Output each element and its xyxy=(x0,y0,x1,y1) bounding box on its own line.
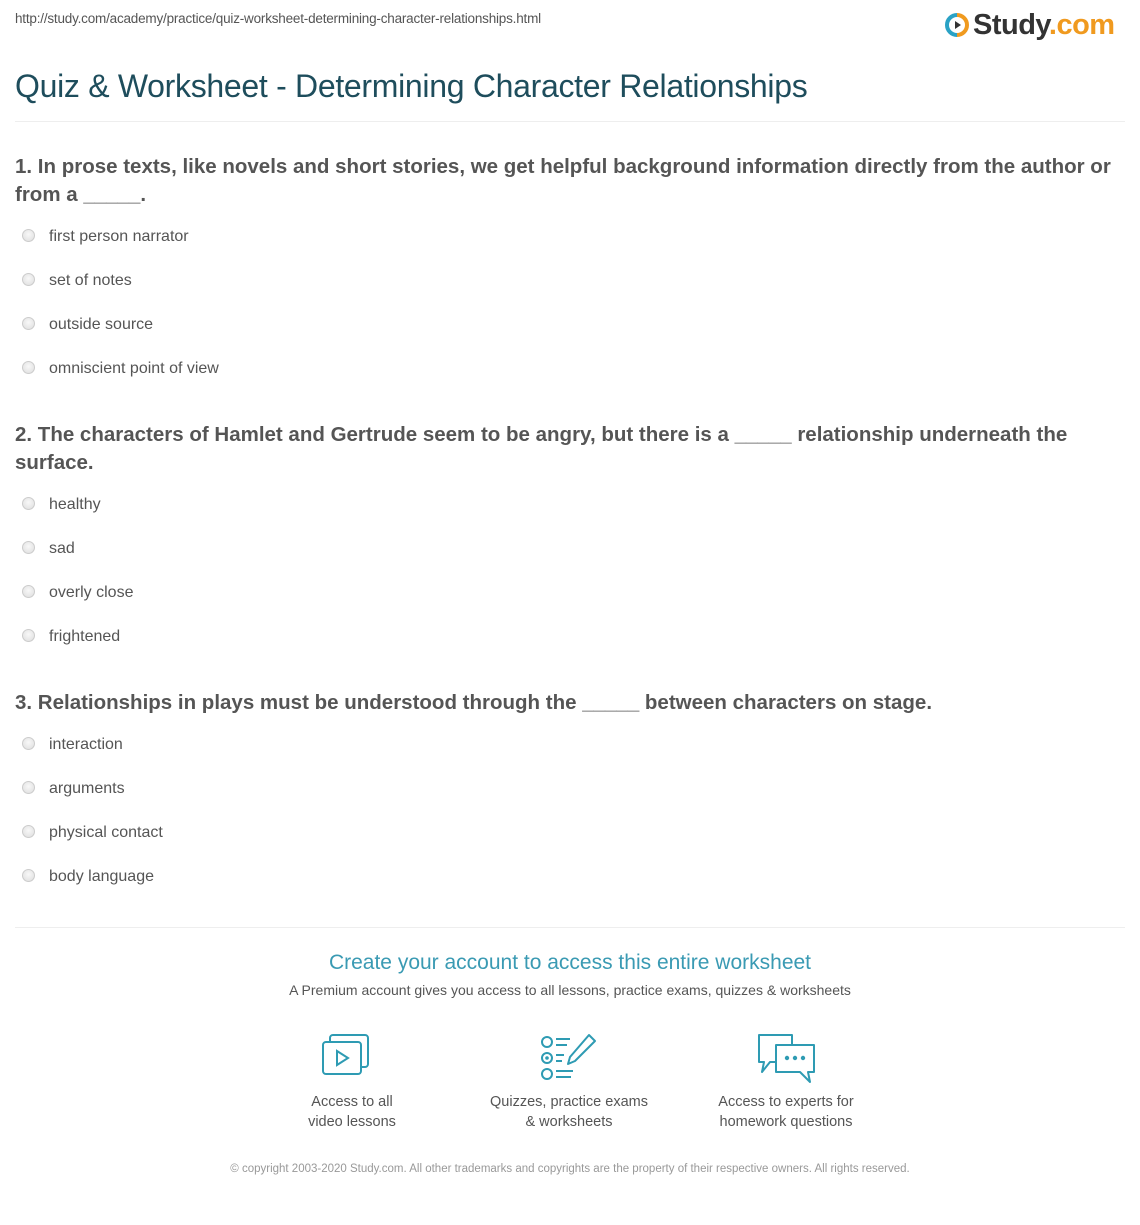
radio-button[interactable] xyxy=(22,229,35,242)
option[interactable] xyxy=(22,496,101,514)
option[interactable] xyxy=(22,584,133,602)
radio-button[interactable] xyxy=(22,361,35,374)
option[interactable] xyxy=(22,628,120,646)
feature-quizzes xyxy=(469,1032,669,1132)
option-label: omniscient point of view xyxy=(49,360,219,377)
radio-button[interactable] xyxy=(22,317,35,330)
page-url: http://study.com/academy/practice/quiz-worksheet-determining-character-relationships.html xyxy=(15,11,541,26)
option-label: first person narrator xyxy=(49,228,189,245)
option[interactable] xyxy=(22,780,125,798)
copyright-footer: © copyright 2003-2020 Study.com. All other trademarks and copyrights are the property of their respective owners. All rights reserved. xyxy=(230,1163,910,1175)
option[interactable] xyxy=(22,540,75,558)
feature-experts xyxy=(686,1032,886,1132)
quiz-checklist-icon xyxy=(537,1032,601,1084)
logo-name: Study xyxy=(973,8,1049,41)
option-label: overly close xyxy=(49,584,134,601)
option-label: outside source xyxy=(49,316,154,333)
divider xyxy=(15,927,1125,928)
option-label: arguments xyxy=(49,780,125,797)
option[interactable] xyxy=(22,228,189,246)
chat-bubbles-icon xyxy=(754,1032,818,1084)
feature-label: Quizzes, practice exams xyxy=(490,1094,648,1110)
option[interactable] xyxy=(22,316,153,334)
option[interactable] xyxy=(22,824,163,842)
option-label: physical contact xyxy=(49,824,163,841)
radio-button[interactable] xyxy=(22,737,35,750)
radio-button[interactable] xyxy=(22,273,35,286)
feature-video-lessons xyxy=(252,1032,452,1132)
option-label: set of notes xyxy=(49,272,132,289)
study-logo[interactable] xyxy=(945,8,1115,42)
feature-label: Access to experts for xyxy=(718,1094,854,1110)
feature-label: video lessons xyxy=(308,1114,396,1130)
divider xyxy=(15,121,1125,122)
radio-button[interactable] xyxy=(22,585,35,598)
radio-button[interactable] xyxy=(22,497,35,510)
radio-button[interactable] xyxy=(22,541,35,554)
option-label: healthy xyxy=(49,496,101,513)
option[interactable] xyxy=(22,736,123,754)
video-lessons-icon xyxy=(320,1032,384,1084)
play-circle-logo-icon xyxy=(945,13,969,37)
feature-label: homework questions xyxy=(719,1114,853,1130)
option-label: frightened xyxy=(49,628,121,645)
option[interactable] xyxy=(22,360,219,378)
logo-suffix: .com xyxy=(1048,8,1115,41)
cta-subtitle: A Premium account gives you access to all lessons, practice exams, quizzes & worksheets xyxy=(289,982,851,998)
option-label: interaction xyxy=(49,736,123,753)
radio-button[interactable] xyxy=(22,781,35,794)
cta-title[interactable]: Create your account to access this entire worksheet xyxy=(328,951,812,974)
radio-button[interactable] xyxy=(22,869,35,882)
radio-button[interactable] xyxy=(22,825,35,838)
feature-label: Access to all xyxy=(311,1094,393,1110)
option-label: sad xyxy=(49,540,75,557)
option[interactable] xyxy=(22,868,154,886)
option-label: body language xyxy=(49,868,154,885)
radio-button[interactable] xyxy=(22,629,35,642)
question-1: 1. In prose texts, like novels and short stories, we get helpful background information directly from the author or from a _____. xyxy=(15,155,1111,206)
feature-label: & worksheets xyxy=(525,1114,613,1130)
question-2: 2. The characters of Hamlet and Gertrude seem to be angry, but there is a _____ relationship underneath the surface. xyxy=(15,423,1068,474)
option[interactable] xyxy=(22,272,132,290)
page-title: Quiz & Worksheet - Determining Character Relationships xyxy=(15,68,808,104)
question-3: 3. Relationships in plays must be understood through the _____ between characters on stage. xyxy=(15,691,933,714)
